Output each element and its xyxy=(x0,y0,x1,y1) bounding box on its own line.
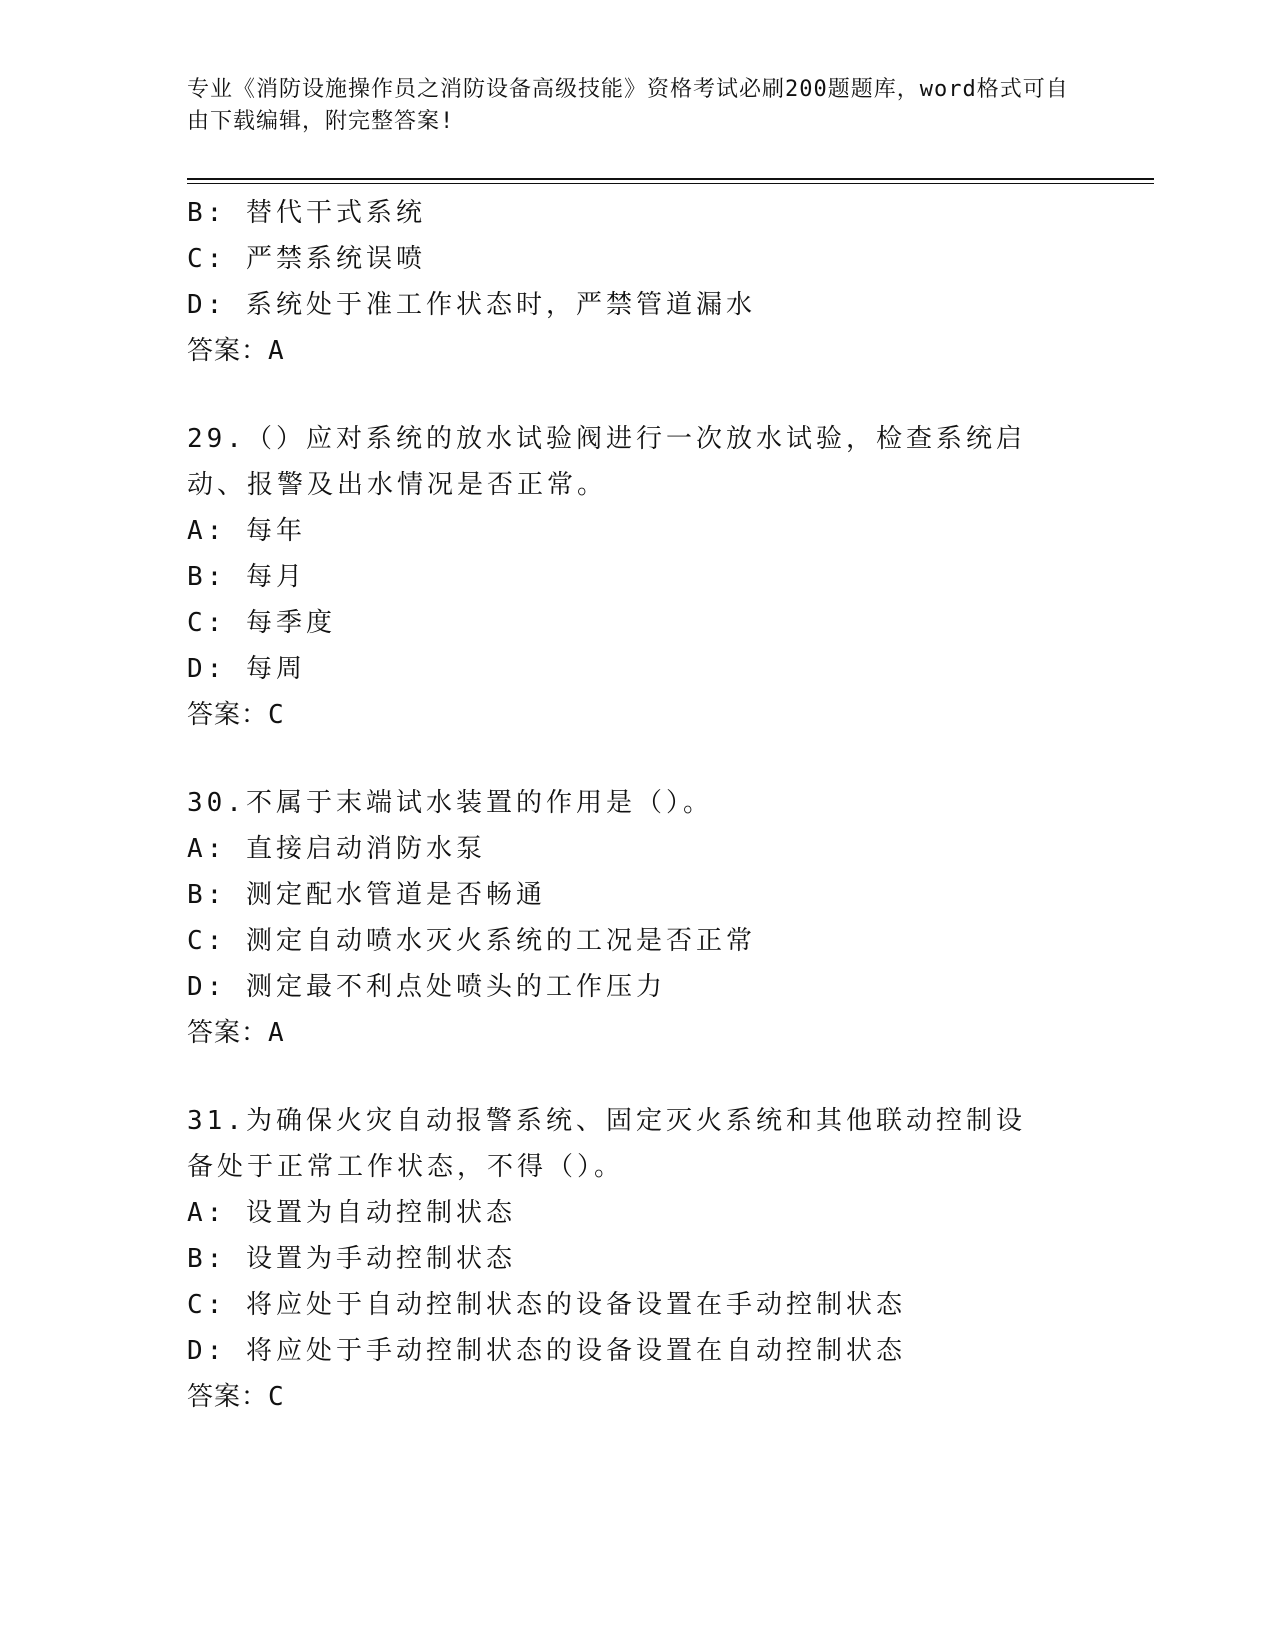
header-divider-thick xyxy=(187,178,1154,180)
question-fragment xyxy=(187,190,1087,374)
question-stem: 31.为确保火灾自动报警系统、固定灭火系统和其他联动控制设备处于正常工作状态，不得（）。 xyxy=(187,1106,1026,1182)
option-c: C: 严禁系统误喷 xyxy=(187,244,426,274)
document-body xyxy=(187,190,1087,1420)
option-b: B: 替代干式系统 xyxy=(187,198,426,228)
document-header: 专业《消防设施操作员之消防设备高级技能》资格考试必刷200题题库，word格式可自由下载编辑，附完整答案! xyxy=(187,77,1069,134)
answer: 答案：A xyxy=(187,336,285,366)
option-c: C: 将应处于自动控制状态的设备设置在手动控制状态 xyxy=(187,1290,906,1320)
question-30 xyxy=(187,780,1087,1056)
answer: 答案：C xyxy=(187,1382,285,1412)
question-stem: 29.（）应对系统的放水试验阀进行一次放水试验，检查系统启动、报警及出水情况是否正常。 xyxy=(187,424,1026,500)
option-c: C: 每季度 xyxy=(187,608,336,638)
answer: 答案：A xyxy=(187,1018,285,1048)
option-b: B: 每月 xyxy=(187,562,306,592)
option-a: A: 设置为自动控制状态 xyxy=(187,1198,516,1228)
header-divider-thin xyxy=(187,183,1154,184)
question-stem: 30.不属于末端试水装置的作用是（）。 xyxy=(187,788,713,818)
option-b: B: 测定配水管道是否畅通 xyxy=(187,880,546,910)
option-b: B: 设置为手动控制状态 xyxy=(187,1244,516,1274)
option-a: A: 直接启动消防水泵 xyxy=(187,834,486,864)
option-a: A: 每年 xyxy=(187,516,306,546)
option-c: C: 测定自动喷水灭火系统的工况是否正常 xyxy=(187,926,756,956)
option-d: D: 系统处于准工作状态时，严禁管道漏水 xyxy=(187,290,756,320)
option-d: D: 将应处于手动控制状态的设备设置在自动控制状态 xyxy=(187,1336,906,1366)
option-d: D: 每周 xyxy=(187,654,306,684)
answer: 答案：C xyxy=(187,700,285,730)
question-31 xyxy=(187,1098,1087,1420)
option-d: D: 测定最不利点处喷头的工作压力 xyxy=(187,972,666,1002)
question-29 xyxy=(187,416,1087,738)
